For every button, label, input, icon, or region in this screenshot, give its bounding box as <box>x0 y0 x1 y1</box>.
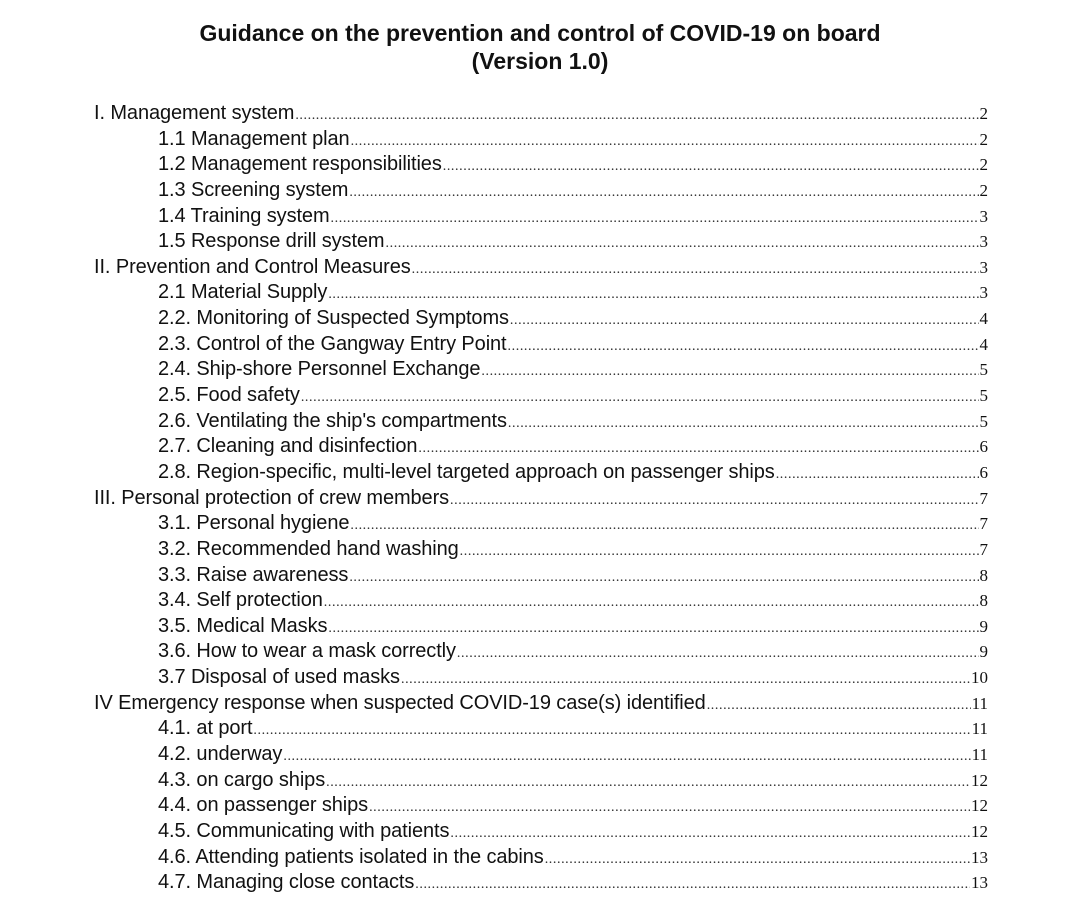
toc-entry-label: 2.7. Cleaning and disinfection <box>158 435 418 458</box>
toc-entry-page: 7 <box>979 539 988 559</box>
toc-entry-label: 4.1. at port <box>158 717 253 740</box>
toc-entry[interactable] <box>94 306 988 332</box>
document-title: Guidance on the prevention and control of COVID-19 on board <box>199 20 881 46</box>
toc-entry[interactable] <box>94 332 988 358</box>
toc-entry[interactable] <box>94 460 988 486</box>
toc-leader-dots <box>328 282 978 308</box>
toc-entry[interactable] <box>94 255 988 281</box>
toc-entry-page: 12 <box>971 796 988 816</box>
toc-entry-page: 6 <box>979 462 988 482</box>
toc-leader-dots <box>508 334 979 360</box>
toc-entry-label: 1.2 Management responsibilities <box>158 153 442 176</box>
toc-leader-dots <box>457 641 979 667</box>
toc-leader-dots <box>350 513 978 539</box>
toc-leader-dots <box>510 308 979 334</box>
toc-entry[interactable] <box>94 280 988 306</box>
toc-entry[interactable] <box>94 563 988 589</box>
toc-entry-page: 12 <box>971 770 988 790</box>
toc-entry-page: 7 <box>979 488 988 508</box>
toc-entry-label: 2.4. Ship-shore Personnel Exchange <box>158 358 481 381</box>
toc-entry-page: 2 <box>979 180 988 200</box>
toc-entry-page: 6 <box>979 437 988 457</box>
toc-leader-dots <box>301 385 979 411</box>
toc-entry-label: 4.4. on passenger ships <box>158 794 369 817</box>
toc-entry[interactable] <box>94 383 988 409</box>
toc-entry[interactable] <box>94 229 988 255</box>
toc-entry-page: 12 <box>971 821 988 841</box>
toc-entry-label: 4.5. Communicating with patients <box>158 819 450 842</box>
toc-leader-dots <box>508 411 979 437</box>
toc-entry-page: 11 <box>971 693 988 713</box>
toc-entry-page: 5 <box>979 411 988 431</box>
toc-entry-label: 3.5. Medical Masks <box>158 614 328 637</box>
toc-entry-label: 2.5. Food safety <box>158 384 300 407</box>
toc-entry-page: 7 <box>979 514 988 534</box>
toc-entry[interactable] <box>94 434 988 460</box>
toc-entry-label: 3.6. How to wear a mask correctly <box>158 640 456 663</box>
toc-leader-dots <box>324 590 979 616</box>
toc-leader-dots <box>386 231 979 257</box>
toc-entry-page: 13 <box>971 873 988 893</box>
toc-leader-dots <box>328 616 978 642</box>
toc-entry-page: 9 <box>979 616 988 636</box>
toc-entry-page: 3 <box>979 257 988 277</box>
toc-entry[interactable] <box>94 639 988 665</box>
toc-leader-dots <box>369 795 970 821</box>
toc-entry-label: 3.3. Raise awareness <box>158 563 349 586</box>
toc-entry-label: 1.1 Management plan <box>158 127 350 150</box>
toc-entry[interactable] <box>94 614 988 640</box>
toc-entry-page: 3 <box>979 283 988 303</box>
toc-entry[interactable] <box>94 665 988 691</box>
toc-entry-label: II. Prevention and Control Measures <box>94 255 411 278</box>
toc-entry-page: 2 <box>979 129 988 149</box>
toc-entry-label: 1.4 Training system <box>158 204 330 227</box>
toc-entry-label: III. Personal protection of crew members <box>94 486 450 509</box>
toc-entry[interactable] <box>94 537 988 563</box>
toc-entry[interactable] <box>94 152 988 178</box>
toc-entry-page: 2 <box>979 104 988 123</box>
toc-leader-dots <box>450 488 978 514</box>
toc-entry[interactable] <box>94 357 988 383</box>
toc-entry[interactable] <box>94 768 988 794</box>
toc-leader-dots <box>707 693 971 719</box>
toc-entry[interactable] <box>94 127 988 153</box>
toc-entry-label: 3.2. Recommended hand washing <box>158 537 459 560</box>
toc-entry-label: 4.2. underway <box>158 743 283 766</box>
toc-entry-page: 8 <box>979 565 988 585</box>
toc-leader-dots <box>283 744 970 770</box>
toc-entry-page: 5 <box>979 360 988 380</box>
toc-entry-page: 5 <box>979 386 988 406</box>
toc-entry-page: 3 <box>979 206 988 226</box>
toc-entry-page: 9 <box>979 642 988 662</box>
toc-entry[interactable] <box>94 486 988 512</box>
toc-entry-page: 3 <box>979 232 988 252</box>
toc-entry[interactable] <box>94 870 988 896</box>
toc-entry-label: 1.3 Screening system <box>158 178 349 201</box>
toc-entry[interactable] <box>94 691 988 717</box>
toc-entry[interactable] <box>94 742 988 768</box>
toc-entry[interactable] <box>94 101 988 127</box>
toc-leader-dots <box>481 359 978 385</box>
toc-entry-label: I. Management system <box>94 102 295 124</box>
toc-leader-dots <box>545 847 970 873</box>
document-version: (Version 1.0) <box>471 48 609 74</box>
toc-entry-page: 11 <box>971 719 988 739</box>
toc-entry[interactable] <box>94 409 988 435</box>
toc-leader-dots <box>776 462 979 488</box>
toc-entry-label: 2.3. Control of the Gangway Entry Point <box>158 332 507 355</box>
toc-leader-dots <box>415 872 970 898</box>
toc-entry-label: 3.4. Self protection <box>158 589 323 612</box>
table-of-contents <box>94 101 988 896</box>
toc-entry-page: 4 <box>979 334 988 354</box>
toc-entry-label: IV Emergency response when suspected COVID-19 case(s) identified <box>94 691 706 714</box>
toc-entry[interactable] <box>94 204 988 230</box>
toc-leader-dots <box>418 436 978 462</box>
toc-entry-label: 2.2. Monitoring of Suspected Symptoms <box>158 307 509 330</box>
toc-entry[interactable] <box>94 178 988 204</box>
toc-entry-label: 2.8. Region-specific, multi-level targeted approach on passenger ships <box>158 460 775 483</box>
toc-entry[interactable] <box>94 793 988 819</box>
toc-entry[interactable] <box>94 819 988 845</box>
toc-leader-dots <box>326 770 970 796</box>
toc-leader-dots <box>450 821 970 847</box>
toc-entry[interactable] <box>94 588 988 614</box>
toc-entry-label: 4.6. Attending patients isolated in the cabins <box>158 845 544 868</box>
toc-entry-page: 2 <box>979 155 988 175</box>
toc-leader-dots <box>349 565 978 591</box>
toc-leader-dots <box>349 180 978 206</box>
toc-entry-page: 4 <box>979 309 988 329</box>
toc-entry-label: 3.1. Personal hygiene <box>158 512 350 535</box>
toc-leader-dots <box>443 154 979 180</box>
toc-leader-dots <box>401 667 970 693</box>
toc-leader-dots <box>331 206 979 232</box>
toc-leader-dots <box>351 129 979 155</box>
toc-entry-page: 10 <box>971 668 988 688</box>
toc-leader-dots <box>295 103 978 129</box>
toc-entry[interactable] <box>94 511 988 537</box>
toc-entry-label: 2.1 Material Supply <box>158 281 328 304</box>
toc-leader-dots <box>412 257 979 283</box>
toc-entry-page: 13 <box>971 847 988 867</box>
toc-entry-page: 11 <box>971 745 988 765</box>
toc-entry-page: 8 <box>979 591 988 611</box>
toc-entry[interactable] <box>94 845 988 871</box>
toc-entry-label: 1.5 Response drill system <box>158 230 385 253</box>
toc-entry-label: 3.7 Disposal of used masks <box>158 666 400 689</box>
toc-leader-dots <box>460 539 979 565</box>
toc-entry-label: 2.6. Ventilating the ship's compartments <box>158 409 507 432</box>
toc-entry[interactable] <box>94 716 988 742</box>
toc-entry-label: 4.7. Managing close contacts <box>158 871 415 894</box>
toc-entry-label: 4.3. on cargo ships <box>158 768 326 791</box>
toc-leader-dots <box>253 718 970 744</box>
